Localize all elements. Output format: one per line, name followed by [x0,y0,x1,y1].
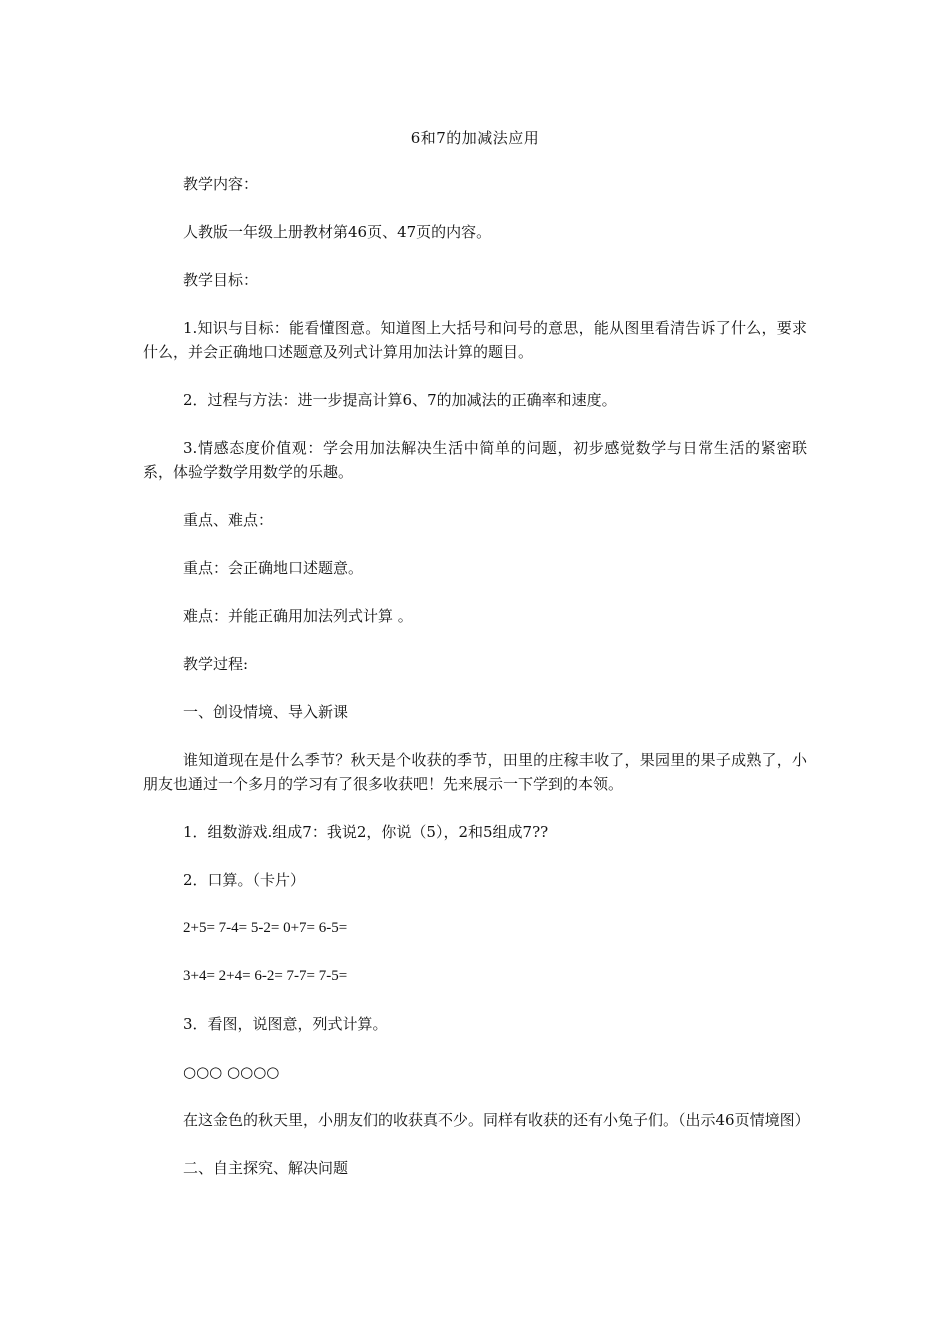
document-title: 6和7的加减法应用 [410,129,540,147]
paragraph-teaching-goals-heading: 教学目标： [183,271,259,289]
paragraph-circles: ○○○ ○○○○ [183,1063,280,1081]
paragraph-look-and-say: 3．看图，说图意，列式计算。 [183,1015,388,1033]
paragraph-autumn-harvest: 在这金色的秋天里，小朋友们的收获真不少。同样有收获的还有小兔子们。（出示46页情境图） [183,1111,810,1129]
paragraph-intro-season: 谁知道现在是什么季节？秋天是个收获的季节，田里的庄稼丰收了，果园里的果子成熟了，小朋友也通过一个多月的学习有了很多收获吧！先来展示一下学到的本领。 [143,751,807,793]
paragraph-section-two-heading: 二、自主探究、解决问题 [183,1159,349,1177]
paragraph-difficult-point: 难点：并能正确用加法列式计算 。 [183,607,413,625]
paragraph-key-point: 重点：会正确地口述题意。 [183,559,364,577]
paragraph-textbook-reference: 人教版一年级上册教材第46页、47页的内容。 [183,223,492,241]
paragraph-teaching-content-heading: 教学内容： [183,175,259,193]
paragraph-goal-knowledge: 1.知识与目标：能看懂图意。知道图上大括号和问号的意思，能从图里看清告诉了什么，要求什么，并会正确地口述题意及列式计算用加法计算的题目。 [143,319,807,361]
paragraph-oral-calculation: 2．口算。（卡片） [183,871,306,889]
paragraph-section-one-heading: 一、创设情境、导入新课 [183,703,349,721]
paragraph-number-game: 1．组数游戏.组成7：我说2，你说（5），2和5组成7?? [183,823,549,841]
paragraph-goal-process: 2．过程与方法：进一步提高计算6、7的加减法的正确率和速度。 [183,391,617,409]
paragraph-teaching-process-heading: 教学过程: [183,655,249,673]
paragraph-key-points-heading: 重点、难点： [183,511,274,529]
paragraph-calc-row-1: 2+5= 7-4= 5-2= 0+7= 6-5= [183,920,348,936]
paragraph-goal-attitude: 3.情感态度价值观：学会用加法解决生活中简单的问题，初步感觉数学与日常生活的紧密联系，体验学数学用数学的乐趣。 [143,439,807,481]
document-body [143,172,810,1204]
paragraph-calc-row-2: 3+4= 2+4= 6-2= 7-7= 7-5= [183,968,348,984]
